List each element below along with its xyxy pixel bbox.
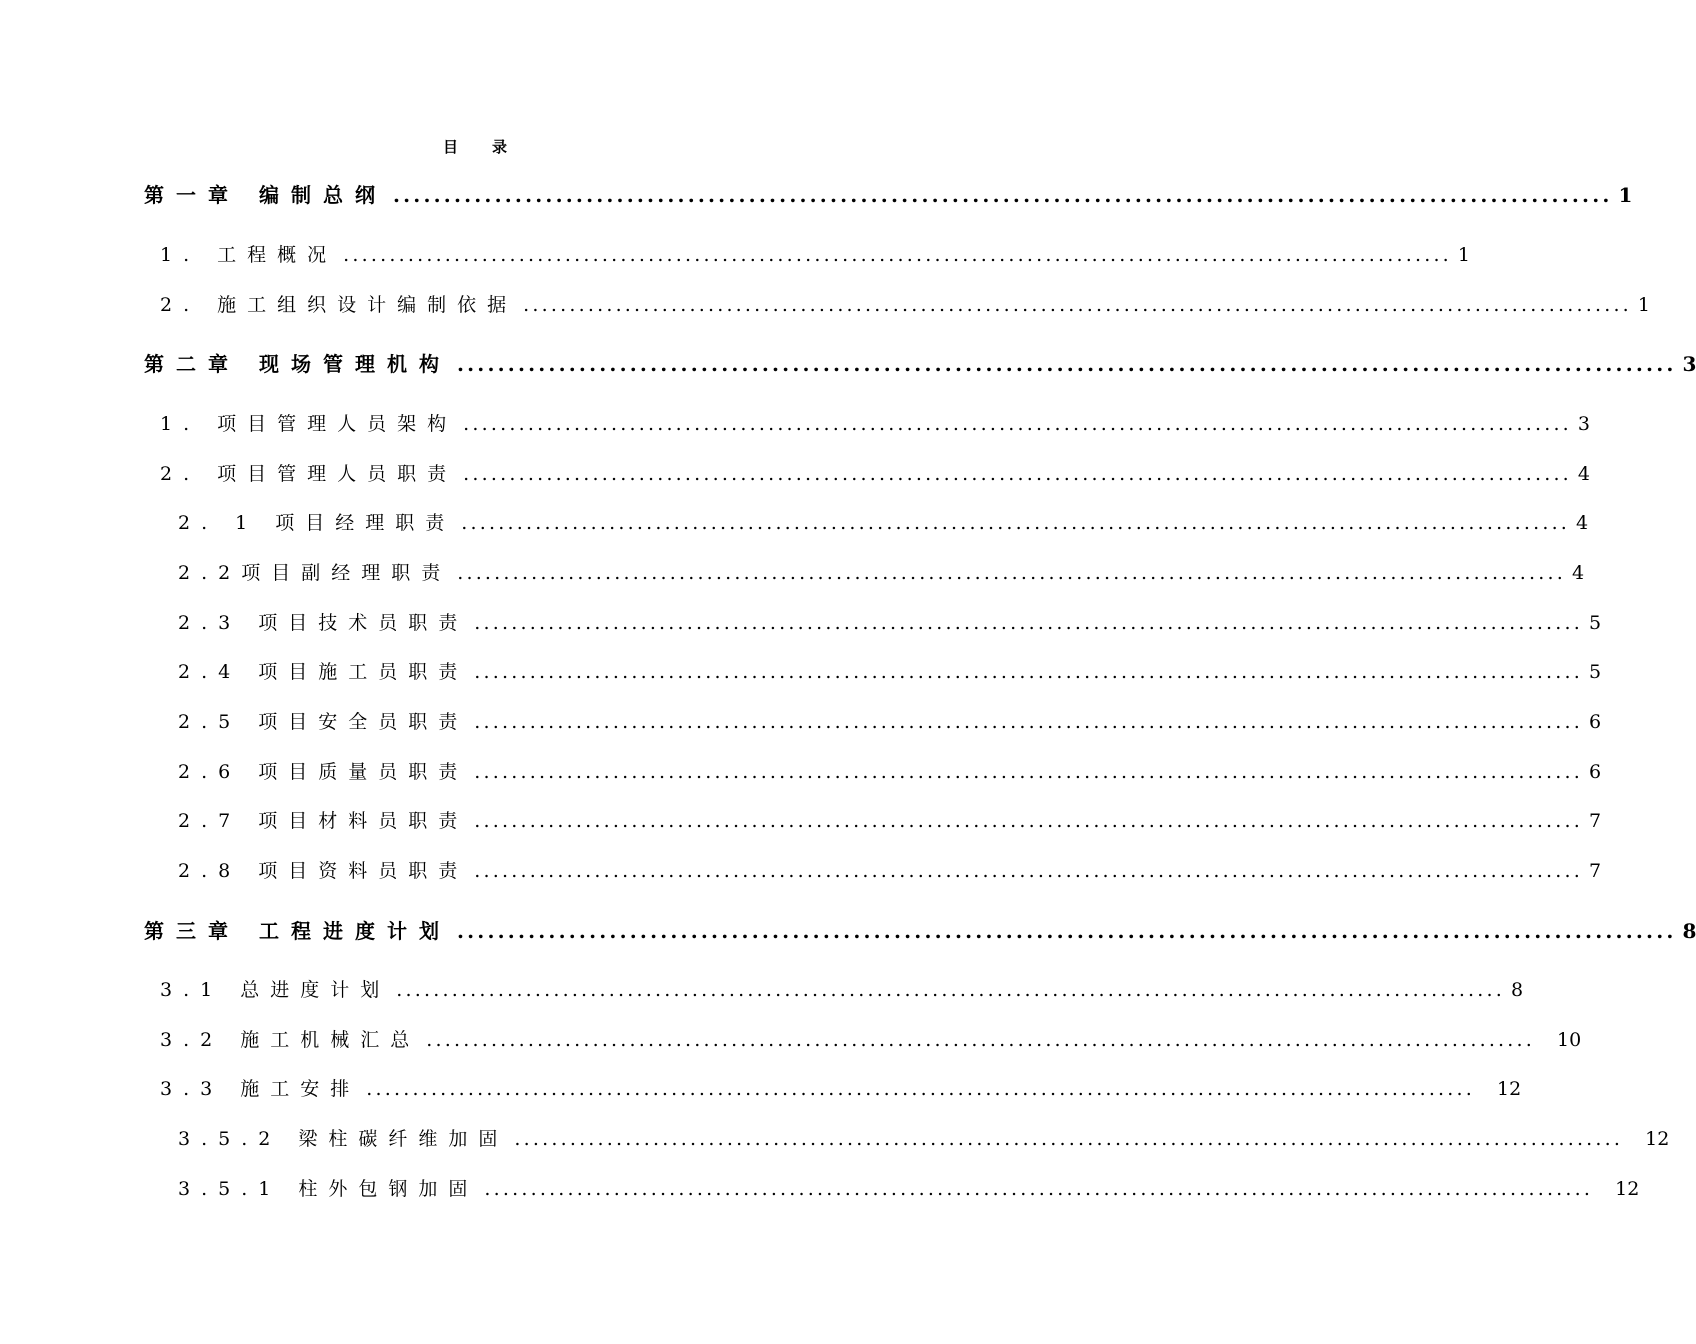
toc-entry-label: 2. 项目管理人员职责 bbox=[160, 463, 458, 485]
toc-entry-page-number: 12 bbox=[1645, 1128, 1670, 1150]
toc-leader-dots: ........................................................................................................................ bbox=[514, 1128, 1624, 1150]
toc-entry-page-number: 1 bbox=[1637, 294, 1651, 316]
toc-entry-label: 2.5 项目安全员职责 bbox=[178, 711, 469, 733]
toc-entry-page-number: 12 bbox=[1615, 1178, 1640, 1200]
toc-entry[interactable] bbox=[160, 404, 1591, 444]
toc-entry-label: 3.1 总进度计划 bbox=[160, 979, 391, 1001]
toc-leader-dots: ........................................................................................................................ bbox=[474, 860, 1584, 882]
toc-entry[interactable] bbox=[178, 503, 1589, 543]
toc-leader-dots: ........................................................................................................................ bbox=[456, 352, 1677, 376]
toc-entry-label: 2.2项目副经理职责 bbox=[178, 562, 452, 584]
toc-entry-label: 1. 工程概况 bbox=[160, 244, 338, 266]
toc-leader-dots: ........................................................................................................................ bbox=[484, 1178, 1594, 1200]
toc-leader-dots: ........................................................................................................................ bbox=[523, 294, 1632, 316]
toc-entry-label: 第三章 工程进度计划 bbox=[144, 919, 451, 943]
toc-entry[interactable] bbox=[160, 970, 1524, 1010]
toc-entry[interactable] bbox=[178, 851, 1602, 891]
toc-entry[interactable] bbox=[178, 752, 1602, 792]
toc-entry-page-number: 7 bbox=[1589, 810, 1602, 832]
toc-entry-page-number: 7 bbox=[1589, 860, 1602, 882]
toc-entry[interactable] bbox=[178, 1169, 1640, 1209]
toc-entry[interactable] bbox=[144, 344, 1696, 384]
toc-entry[interactable] bbox=[178, 1119, 1670, 1159]
toc-entry-label: 3.5.1 柱外包钢加固 bbox=[178, 1178, 479, 1200]
toc-leader-dots: ........................................................................................................................ bbox=[463, 463, 1572, 485]
toc-entry-label: 第二章 现场管理机构 bbox=[144, 352, 451, 376]
toc-entry-label: 2. 1 项目经理职责 bbox=[178, 512, 456, 534]
toc-entry-label: 1. 项目管理人员架构 bbox=[160, 413, 458, 435]
toc-entry-page-number: 1 bbox=[1457, 244, 1471, 266]
toc-entry-label: 2.8 项目资料员职责 bbox=[178, 860, 469, 882]
toc-entry[interactable] bbox=[178, 553, 1585, 593]
toc-entry[interactable] bbox=[144, 175, 1633, 215]
toc-entry-page-number: 4 bbox=[1577, 463, 1591, 485]
toc-leader-dots: ........................................................................................................................ bbox=[474, 711, 1584, 733]
toc-leader-dots: ........................................................................................................................ bbox=[343, 244, 1452, 266]
toc-entry[interactable] bbox=[144, 911, 1696, 951]
toc-entry-page-number: 5 bbox=[1589, 612, 1602, 634]
toc-entry-page-number: 3 bbox=[1577, 413, 1591, 435]
toc-title: 目录 bbox=[442, 138, 541, 156]
toc-leader-dots: ........................................................................................................................ bbox=[474, 661, 1584, 683]
toc-entry-page-number: 4 bbox=[1571, 562, 1585, 584]
toc-entry-page-number: 12 bbox=[1497, 1078, 1522, 1100]
toc-entry[interactable] bbox=[160, 1020, 1582, 1060]
toc-entry-label: 2.6 项目质量员职责 bbox=[178, 761, 469, 783]
toc-entry-label: 2.7 项目材料员职责 bbox=[178, 810, 469, 832]
toc-entry[interactable] bbox=[160, 1069, 1522, 1109]
toc-entry-page-number: 8 bbox=[1511, 979, 1524, 1001]
toc-entry[interactable] bbox=[178, 603, 1602, 643]
toc-entry-page-number: 3 bbox=[1682, 352, 1696, 376]
toc-entry-label: 2.3 项目技术员职责 bbox=[178, 612, 469, 634]
toc-entry-label: 3.3 施工安排 bbox=[160, 1078, 361, 1100]
toc-entry-page-number: 10 bbox=[1557, 1029, 1582, 1051]
toc-leader-dots: ........................................................................................................................ bbox=[461, 512, 1571, 534]
toc-leader-dots: ........................................................................................................................ bbox=[392, 183, 1613, 207]
toc-entry-label: 第一章 编制总纲 bbox=[144, 183, 387, 207]
toc-leader-dots: ........................................................................................................................ bbox=[463, 413, 1572, 435]
toc-entry-label: 3.5.2 梁柱碳纤维加固 bbox=[178, 1128, 509, 1150]
toc-entry[interactable] bbox=[160, 235, 1471, 275]
toc-leader-dots: ........................................................................................................................ bbox=[366, 1078, 1476, 1100]
toc-entry-label: 2.4 项目施工员职责 bbox=[178, 661, 469, 683]
toc-leader-dots: ........................................................................................................................ bbox=[396, 979, 1506, 1001]
toc-entry-page-number: 4 bbox=[1576, 512, 1589, 534]
toc-entry-label: 3.2 施工机械汇总 bbox=[160, 1029, 421, 1051]
toc-leader-dots: ........................................................................................................................ bbox=[474, 810, 1584, 832]
toc-entry-page-number: 6 bbox=[1589, 711, 1602, 733]
toc-entry-page-number: 6 bbox=[1589, 761, 1602, 783]
toc-entry[interactable] bbox=[178, 702, 1602, 742]
toc-entry-page-number: 5 bbox=[1589, 661, 1602, 683]
toc-leader-dots: ........................................................................................................................ bbox=[426, 1029, 1536, 1051]
toc-entry[interactable] bbox=[178, 801, 1602, 841]
toc-entry-page-number: 8 bbox=[1682, 919, 1696, 943]
toc-entry[interactable] bbox=[160, 285, 1651, 325]
toc-entry[interactable] bbox=[160, 454, 1591, 494]
toc-leader-dots: ........................................................................................................................ bbox=[457, 562, 1566, 584]
toc-entry-label: 2. 施工组织设计编制依据 bbox=[160, 294, 518, 316]
toc-leader-dots: ........................................................................................................................ bbox=[474, 761, 1584, 783]
toc-leader-dots: ........................................................................................................................ bbox=[474, 612, 1584, 634]
toc-entry-page-number: 1 bbox=[1618, 183, 1633, 207]
toc-leader-dots: ........................................................................................................................ bbox=[456, 919, 1677, 943]
toc-entry[interactable] bbox=[178, 652, 1602, 692]
